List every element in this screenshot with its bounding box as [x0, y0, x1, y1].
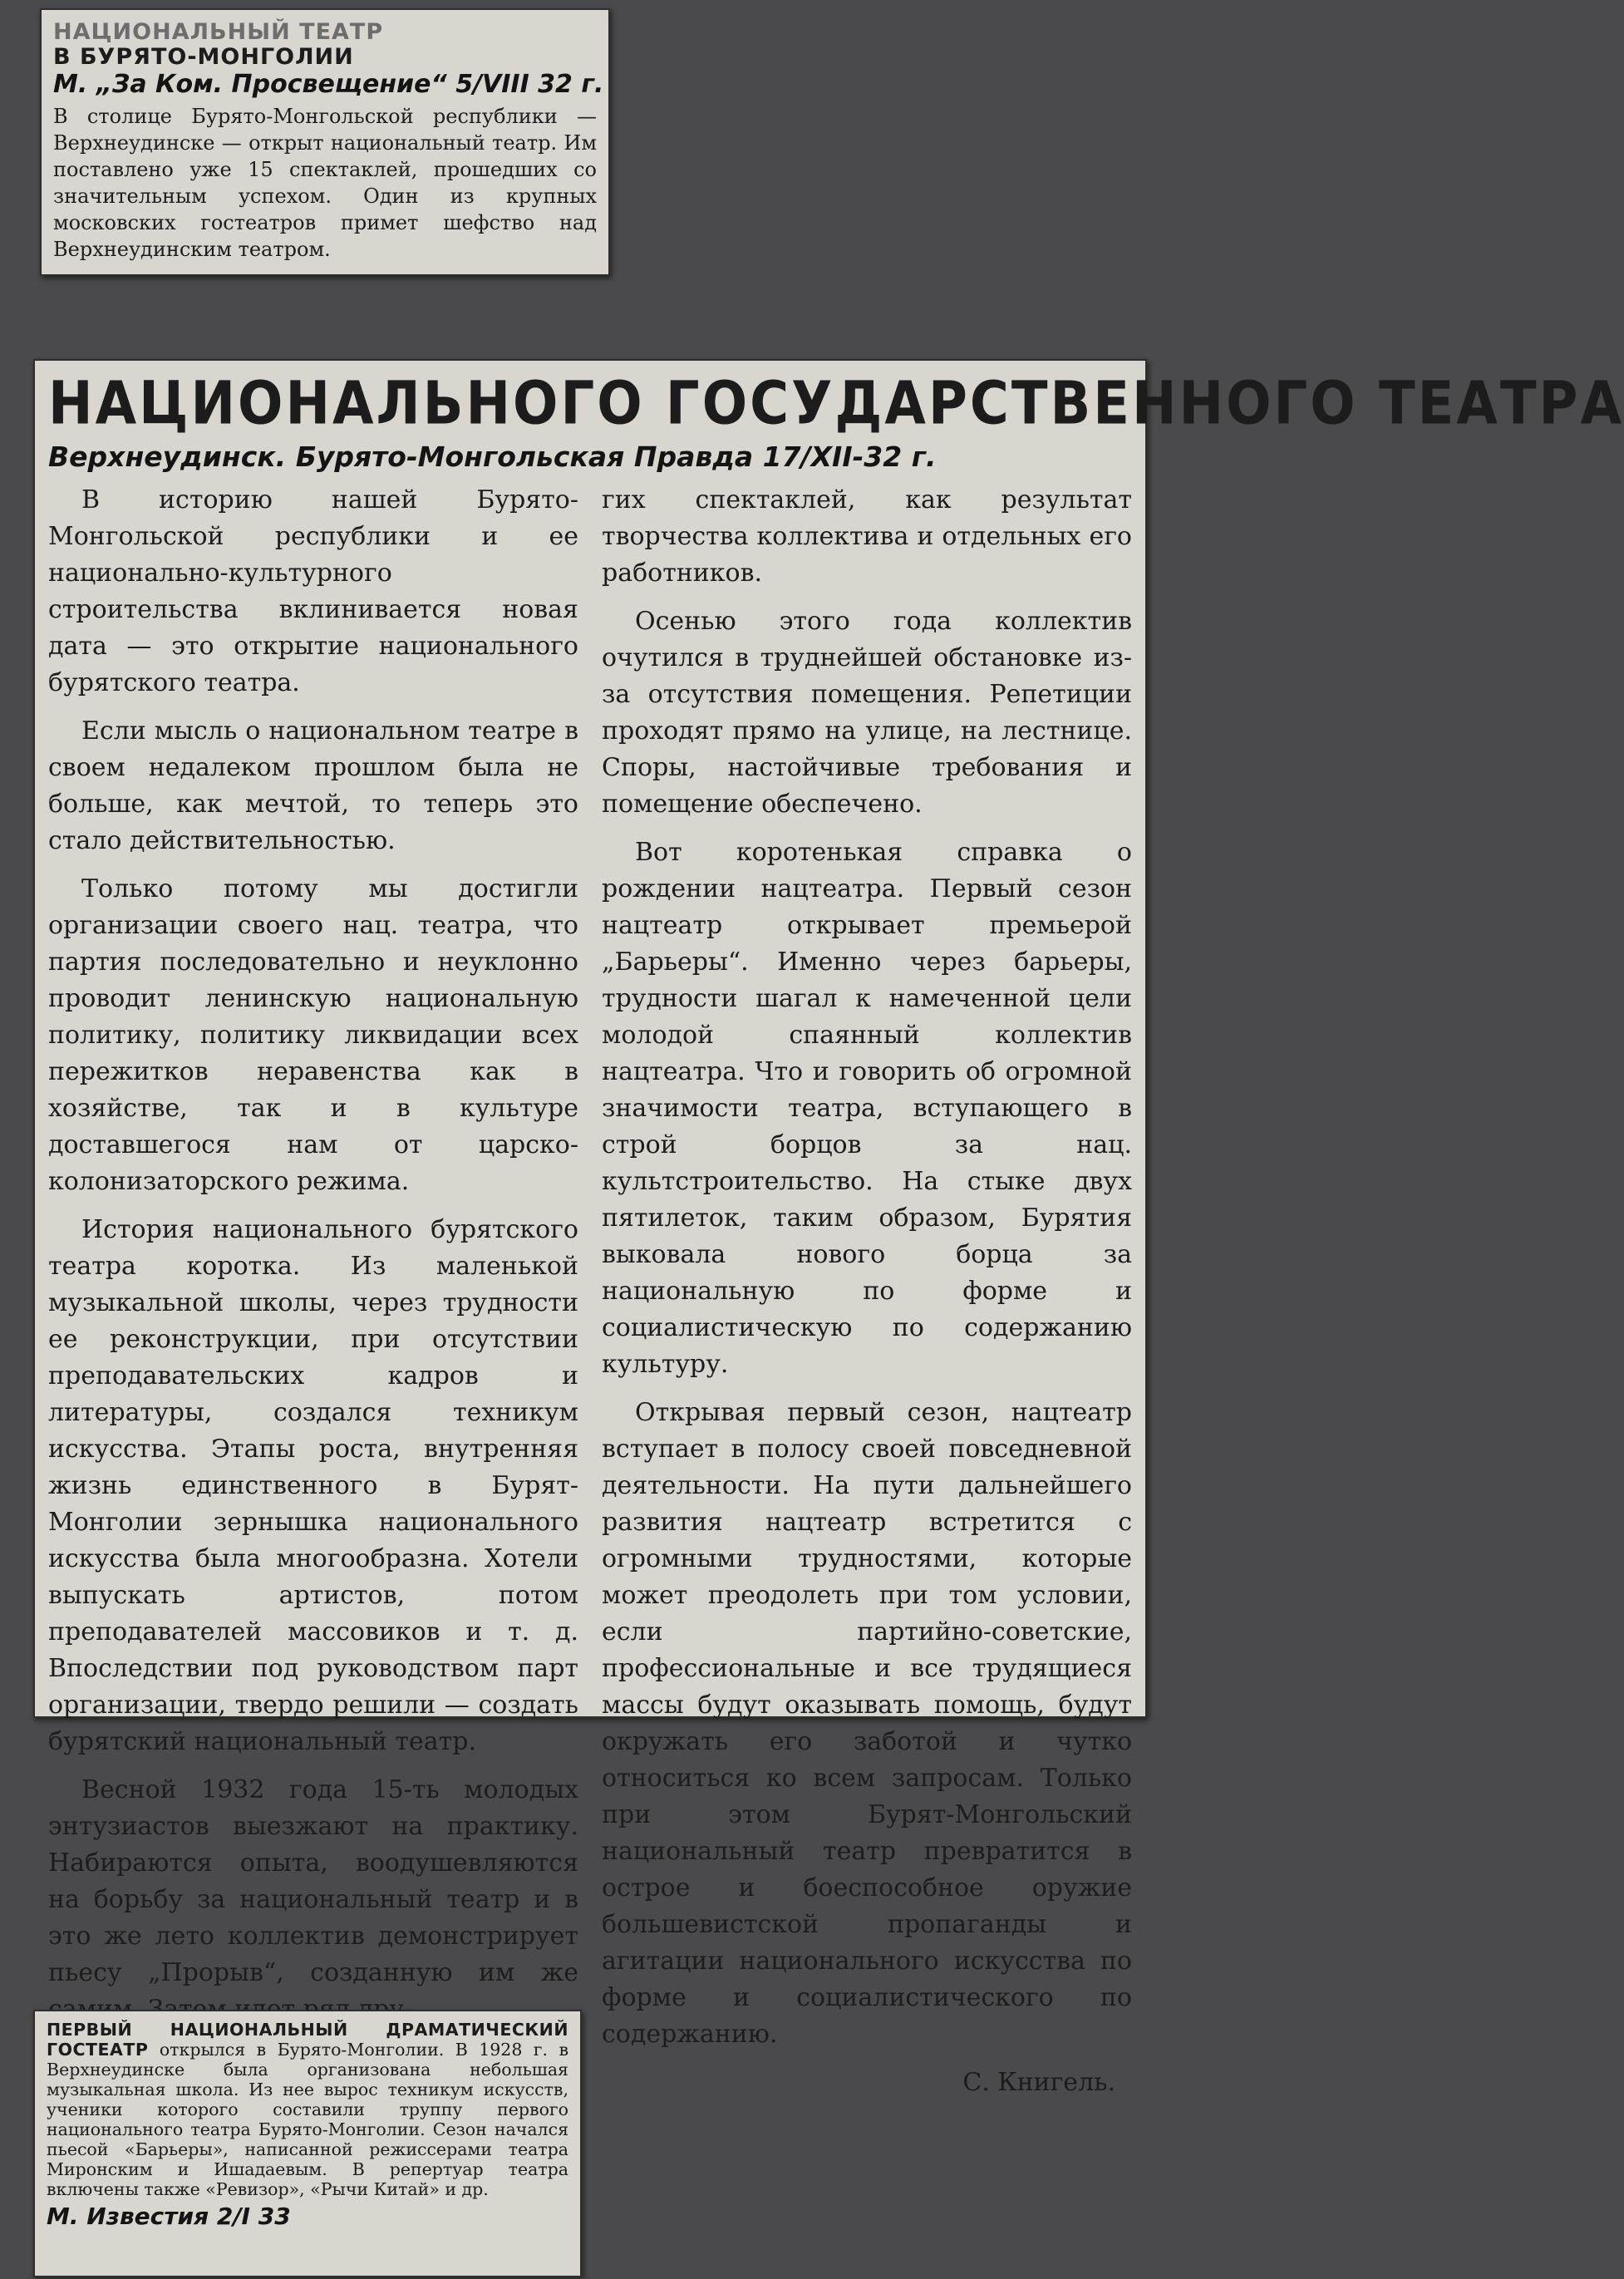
paragraph: В историю нашей Бурято-Монгольской республики и ее национально-культурного строительства вклинивается новая дата — это открытие национального бурятского театра. [48, 485, 578, 697]
clipping-lead-bold: ПЕРВЫЙ НАЦИОНАЛЬНЫЙ ДРАМАТИЧЕСКИЙ ГОСТЕАТР [47, 2020, 568, 2060]
paragraph: гих спектаклей, как результат творчества коллектива и отдельных его работников. [602, 485, 1132, 588]
clipping-body-text: В столице Бурято-Монгольской республики — Верхнеудинске — открыт национальный театр. Им поставлено уже 15 спектаклей, прошедших со значительным успехом. Один из крупных московских гостеатров примет шефство над Верхнеудинским театром. [53, 105, 597, 261]
handwritten-source-note: М. „За Ком. Просвещение“ 5/VIII 32 г. [53, 70, 604, 99]
paragraph: Если мысль о национальном театре в своем недалеком прошлом была не больше, как мечтой, то теперь это стало действительностью. [48, 716, 578, 855]
article-column-right [602, 482, 1132, 2101]
clipping-body-text [47, 2020, 568, 2199]
clipping-top [40, 8, 610, 276]
paragraph: История национального бурятского театра коротка. Из маленькой музыкальной школы, через трудности ее реконструкции, при отсутствии преподавательских кадров и литературы, создался техникум искусства. Этапы роста, внутренняя жизнь единственного в Бурят-Монголии зернышка национального искусства была многообразна. Хотели выпускать артистов, потом преподавателей массовиков и т. д. Впоследствии под руководством парт организации, твердо решили — создать бурятский национальный театр. [48, 1215, 578, 1756]
article-column-left [48, 482, 578, 2101]
handwritten-source-note: М. Известия 2/I 33 [47, 2203, 291, 2230]
clipping-heading-faded: НАЦИОНАЛЬНЫЙ ТЕАТР [53, 19, 384, 45]
paragraph: Только потому мы достигли организации своего нац. театра, что партия последовательно и неуклонно проводит ленинскую национальную политику, политику ликвидации всех пережитков неравенства как в хозяйстве, так и в культуре доставшегося нам от царско-колонизаторского режима. [48, 874, 578, 1196]
article-title: НАЦИОНАЛЬНОГО ГОСУДАРСТВЕННОГО ТЕАТРА [48, 369, 1624, 439]
clipping-heading: В БУРЯТО-МОНГОЛИИ [53, 44, 354, 70]
paragraph: Весной 1932 года 15-ть молодых энтузиастов выезжают на практику. Набираются опыта, воодушевляются на борьбу за национальный театр и в это же лето коллектив демонстрирует пьесу „Прорыв“, созданную им же [48, 1775, 578, 1987]
clipping-bottom [33, 2010, 582, 2277]
paragraph: Осенью этого года коллектив очутился в труднейшей обстановке из-за отсутствия помещения. Репетиции проходят прямо на улице, на лестнице. Споры, настойчивые требования и помещение обеспечено. [602, 607, 1132, 819]
paragraph: Вот коротенькая справка о рождении нацтеатра. Первый сезон нацтеатр открывает премьерой „Барьеры“. Именно через барьеры, трудности шагал к намеченной цели молодой спаянный коллектив нацтеатра. Что и говорить об огромной значимости театра, вступающего в строй борцов за нац. культстроительство. На стыке двух пятилеток, таким образом, Бурятия выковала нового борца за национальную по форме и социалистическую по содержанию культуру. [602, 838, 1132, 1379]
article-signature: С. Книгель. [962, 2068, 1115, 2097]
clipping-lead-rest: открылся в Бурято-Монголии. В 1928 г. в Верхнеудинске была организована небольшая музыкальная школа. Из нее вырос техникум искусств, ученики которого составили труппу первого национального театра Бурято-Монголии. Сезон начался пьесой «Барьеры», написанной режиссерами театра Миронским и Ишадаевым. В репертуар театра включены также «Ревизор», «Рычи Китай» и др. [47, 2040, 568, 2199]
paragraph: Открывая первый сезон, нацтеатр вступает в полосу своей повседневной деятельности. На пути дальнейшего развития нацтеатр встретится с огромными трудностями, которые может преодолеть при том условии, если партийно-советские, профессиональные и все трудящиеся массы будут оказывать помощь, будут окружать его заботой и чутко относиться ко всем запросам. Только при этом Бурят-Монгольский национальный театр превратится в острое и боеспособное оружие большевистской пропаганды и агитации национального искусства по форме и социалистического по содержанию. [602, 1398, 1132, 2049]
article-columns [48, 482, 1132, 2101]
handwritten-source-note: Верхнеудинск. Бурято-Монгольская Правда 17/XII-32 г. [48, 441, 937, 473]
